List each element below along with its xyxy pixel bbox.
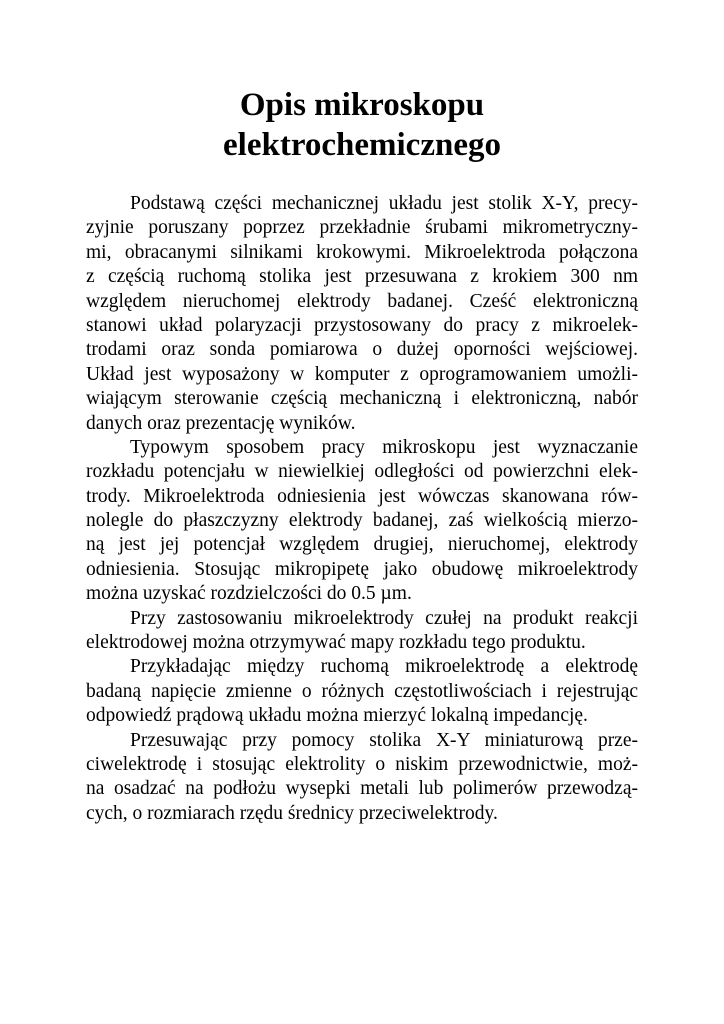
text-line: mi, obracanymi silnikami krokowymi. Mikroelektroda połączona (86, 241, 638, 263)
body-text (86, 192, 638, 826)
paragraph-3 (86, 607, 638, 656)
text-line: można uzyskać rozdzielczości do 0.5 µm. (86, 583, 412, 605)
text-line: Podstawą części mechanicznej układu jest stolik X-Y, precy- (130, 193, 638, 214)
text-line: nolegle do płaszczyzny elektrody badanej, zaś wielkością mierzo- (86, 510, 638, 532)
text-line: trodami oraz sonda pomiarowa o dużej oporności wejściowej. (86, 339, 638, 361)
text-line: ną jest jej potencjał względem drugiej, nieruchomej, elektrody (86, 534, 638, 556)
text-line: Przesuwając przy pomocy stolika X-Y miniaturową prze- (130, 729, 638, 751)
paragraph-5 (86, 729, 638, 827)
text-line: Przy zastosowaniu mikroelektrody czułej na produkt reakcji (130, 607, 638, 629)
text-line: stanowi układ polaryzacji przystosowany do pracy z mikroelek- (86, 314, 638, 336)
paragraph-1 (86, 192, 638, 436)
text-line: Typowym sposobem pracy mikroskopu jest wyznaczanie (130, 436, 638, 458)
text-line: odpowiedź prądową układu można mierzyć lokalną impedancję. (86, 705, 588, 727)
text-line: Przykładając między ruchomą mikroelektrodę a elektrodę (130, 656, 638, 678)
title-line-2: elektrochemicznego (223, 127, 501, 163)
text-line: względem nieruchomej elektrody badanej. Cześć elektroniczną (86, 290, 638, 312)
page-title (86, 85, 638, 165)
text-line: zyjnie poruszany poprzez przekładnie śrubami mikrometryczny- (86, 217, 638, 239)
text-line: wiającym sterowanie częścią mechaniczną i elektroniczną, nabór (86, 388, 638, 410)
text-line: trody. Mikroelektroda odniesienia jest wówczas skanowana rów- (86, 485, 638, 507)
text-line: z częścią ruchomą stolika jest przesuwana z krokiem 300 nm (86, 266, 638, 288)
text-line: rozkładu potencjału w niewielkiej odległości od powierzchni elek- (86, 461, 638, 483)
text-line: badaną napięcie zmienne o różnych częstotliwościach i rejestrując (86, 680, 638, 702)
paragraph-4 (86, 655, 638, 728)
text-line: ciwelektrodę i stosując elektrolity o niskim przewodnictwie, moż- (86, 753, 638, 775)
text-line: odniesienia. Stosując mikropipetę jako obudowę mikroelektrody (86, 558, 638, 580)
text-line: elektrodowej można otrzymywać mapy rozkładu tego produktu. (86, 632, 586, 654)
text-line: Układ jest wyposażony w komputer z oprogramowaniem umożli- (86, 363, 638, 385)
paragraph-2 (86, 436, 638, 607)
text-line: na osadzać na podłożu wysepki metali lub polimerów przewodzą- (86, 778, 638, 800)
text-line: danych oraz prezentację wyników. (86, 412, 356, 434)
title-line-1: Opis mikroskopu (239, 87, 485, 123)
text-line: cych, o rozmiarach rzędu średnicy przeciwelektrody. (86, 802, 498, 824)
